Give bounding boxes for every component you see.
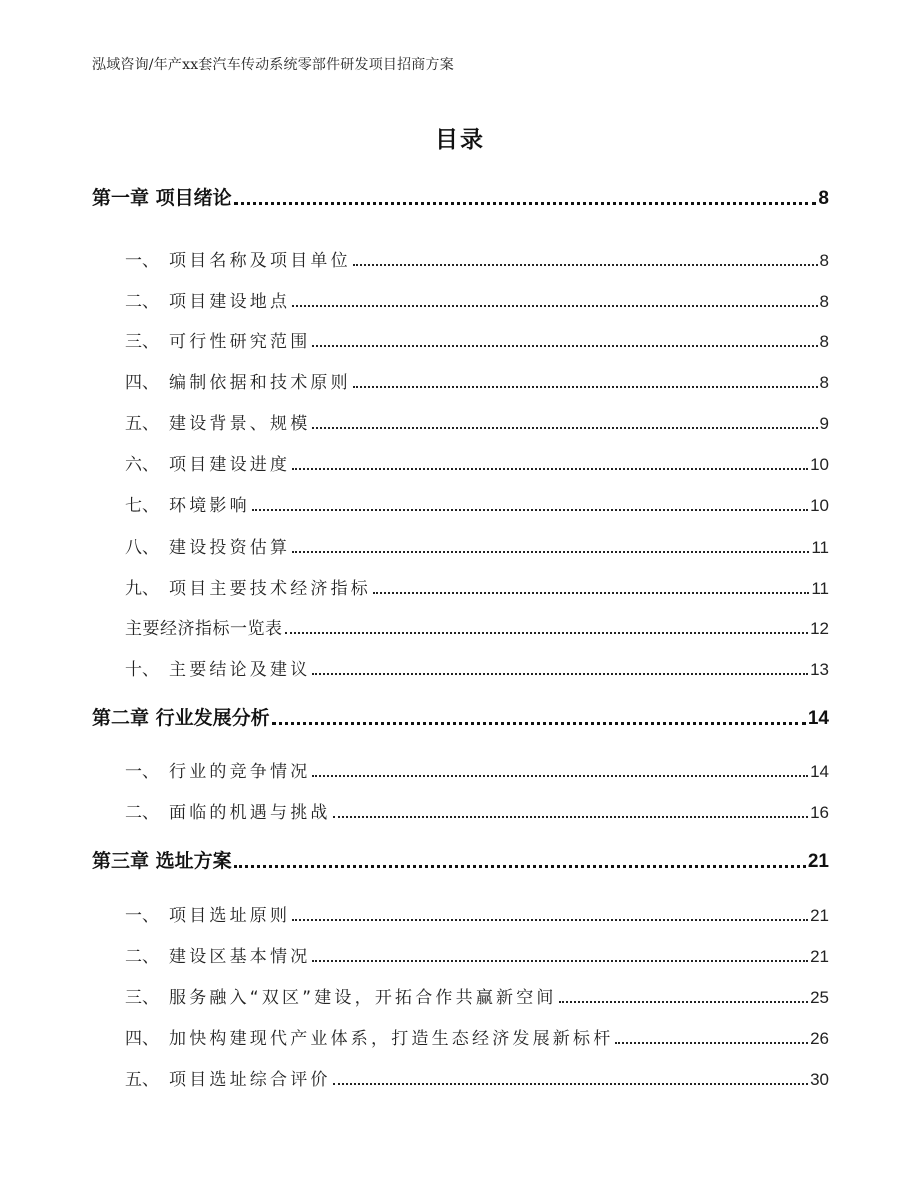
toc-page-number: 10 (810, 455, 829, 474)
toc-entry[interactable] (92, 654, 829, 680)
toc-entry[interactable] (92, 367, 829, 393)
toc-label (92, 533, 290, 558)
toc-label: 第一章 项目绪论 (92, 187, 232, 209)
dot-leader (559, 1001, 808, 1003)
toc-title: 建设投资估算 (169, 538, 291, 558)
dot-leader (292, 551, 809, 553)
toc-number: 一、 (125, 251, 159, 271)
toc-page-number: 10 (810, 496, 829, 515)
toc-entry[interactable] (92, 573, 829, 599)
toc-label (92, 757, 310, 782)
dot-leader (272, 722, 806, 725)
toc-page-number: 12 (810, 619, 829, 638)
toc-label (92, 798, 331, 823)
dot-leader (312, 427, 817, 429)
toc-page-number: 11 (811, 579, 829, 598)
dot-leader (292, 305, 817, 307)
toc-number: 二、 (125, 803, 159, 823)
toc-entry[interactable] (92, 286, 829, 312)
toc-page-number: 8 (818, 188, 829, 209)
toc-number: 一、 (125, 906, 159, 926)
toc-title: 建设区基本情况 (169, 947, 311, 967)
dot-leader (234, 865, 806, 868)
toc-title: 主要结论及建议 (169, 660, 311, 680)
toc-label (92, 287, 290, 312)
toc-title: 可行性研究范围 (169, 332, 311, 352)
toc-title: 项目主要技术经济指标 (169, 579, 371, 599)
toc-title: 项目选址原则 (169, 906, 291, 926)
toc-entry[interactable] (92, 704, 829, 730)
dot-leader (312, 960, 808, 962)
toc-page-number: 14 (810, 762, 829, 781)
dot-leader (373, 592, 809, 594)
toc-page-number: 30 (810, 1070, 829, 1089)
toc-title: 面临的机遇与挑战 (169, 803, 331, 823)
toc-label: 第二章 行业发展分析 (92, 707, 270, 729)
dot-leader (285, 632, 809, 634)
toc-page-number: 8 (819, 251, 829, 270)
toc-title: 服务融入“双区”建设，开拓合作共赢新空间 (169, 988, 557, 1008)
toc-number: 二、 (125, 292, 159, 312)
toc-entry[interactable] (92, 532, 829, 558)
running-header: 泓域咨询/年产xx套汽车传动系统零部件研发项目招商方案 (92, 57, 454, 73)
dot-leader (333, 1083, 808, 1085)
toc-page-number: 26 (810, 1029, 829, 1048)
dot-leader (234, 202, 817, 205)
toc-entry[interactable] (92, 797, 829, 823)
dot-leader (292, 468, 808, 470)
toc-page-number: 21 (810, 947, 829, 966)
toc-entry[interactable] (92, 326, 829, 352)
toc-number: 三、 (125, 988, 159, 1008)
toc-number: 一、 (125, 762, 159, 782)
toc-page-number: 8 (819, 292, 829, 311)
toc-page-number: 14 (807, 708, 829, 729)
toc-number: 六、 (125, 455, 159, 475)
toc-number: 五、 (125, 414, 159, 434)
toc-title: 加快构建现代产业体系，打造生态经济发展新标杆 (169, 1029, 614, 1049)
toc-page-number: 8 (819, 332, 829, 351)
toc-title: 建设背景、规模 (169, 414, 311, 434)
toc-entry[interactable] (92, 756, 829, 782)
toc-label (92, 1065, 331, 1090)
dot-leader (333, 816, 808, 818)
toc-label (92, 327, 310, 352)
toc-title: 行业的竞争情况 (169, 762, 311, 782)
toc-label (92, 368, 351, 393)
dot-leader (615, 1042, 808, 1044)
toc-title: 项目名称及项目单位 (169, 251, 351, 271)
toc-entry[interactable] (92, 449, 829, 475)
toc-number: 七、 (125, 496, 159, 516)
dot-leader (312, 345, 817, 347)
toc-page-number: 21 (810, 906, 829, 925)
toc-entry[interactable] (92, 613, 829, 639)
dot-leader (312, 673, 808, 675)
toc-label: 主要经济指标一览表 (125, 619, 283, 639)
toc-entry[interactable] (92, 941, 829, 967)
toc-entry[interactable] (92, 184, 829, 210)
toc-number: 八、 (125, 538, 159, 558)
toc-entry[interactable] (92, 982, 829, 1008)
dot-leader (292, 919, 808, 921)
dot-leader (312, 775, 808, 777)
toc-number: 九、 (125, 579, 159, 599)
toc-page-number: 9 (819, 414, 829, 433)
toc-title: 环境影响 (169, 496, 250, 516)
toc-entry[interactable] (92, 847, 829, 873)
toc-entry[interactable] (92, 1023, 829, 1049)
toc-entry[interactable] (92, 245, 829, 271)
toc-label (92, 450, 290, 475)
toc-label (92, 655, 310, 680)
toc-page-number: 8 (819, 373, 829, 392)
toc-label (92, 942, 310, 967)
toc-label (92, 1024, 613, 1049)
toc-number: 二、 (125, 947, 159, 967)
toc-label (92, 574, 371, 599)
toc-entry[interactable] (92, 1064, 829, 1090)
page-title: 目录 (435, 127, 485, 153)
dot-leader (252, 509, 808, 511)
toc-title: 项目建设地点 (169, 292, 291, 312)
toc-number: 四、 (125, 1029, 159, 1049)
toc-page-number: 21 (807, 851, 829, 872)
toc-page-number: 16 (810, 803, 829, 822)
toc-entry[interactable] (92, 900, 829, 926)
toc-page-number: 25 (810, 988, 829, 1007)
toc-label: 第三章 选址方案 (92, 850, 232, 872)
toc-page-number: 13 (810, 660, 829, 679)
toc-number: 五、 (125, 1070, 159, 1090)
toc-page-number: 11 (811, 538, 829, 557)
toc-label (92, 491, 250, 516)
dot-leader (353, 386, 818, 388)
toc-label (92, 983, 557, 1008)
toc-title: 项目选址综合评价 (169, 1070, 331, 1090)
toc-number: 三、 (125, 332, 159, 352)
toc-title: 编制依据和技术原则 (169, 373, 351, 393)
toc-label (92, 246, 351, 271)
toc-number: 四、 (125, 373, 159, 393)
toc-entry[interactable] (92, 408, 829, 434)
toc-entry[interactable] (92, 490, 829, 516)
toc-number: 十、 (125, 660, 159, 680)
toc-label (92, 409, 310, 434)
toc-title: 项目建设进度 (169, 455, 291, 475)
toc-label (92, 901, 290, 926)
dot-leader (353, 264, 818, 266)
